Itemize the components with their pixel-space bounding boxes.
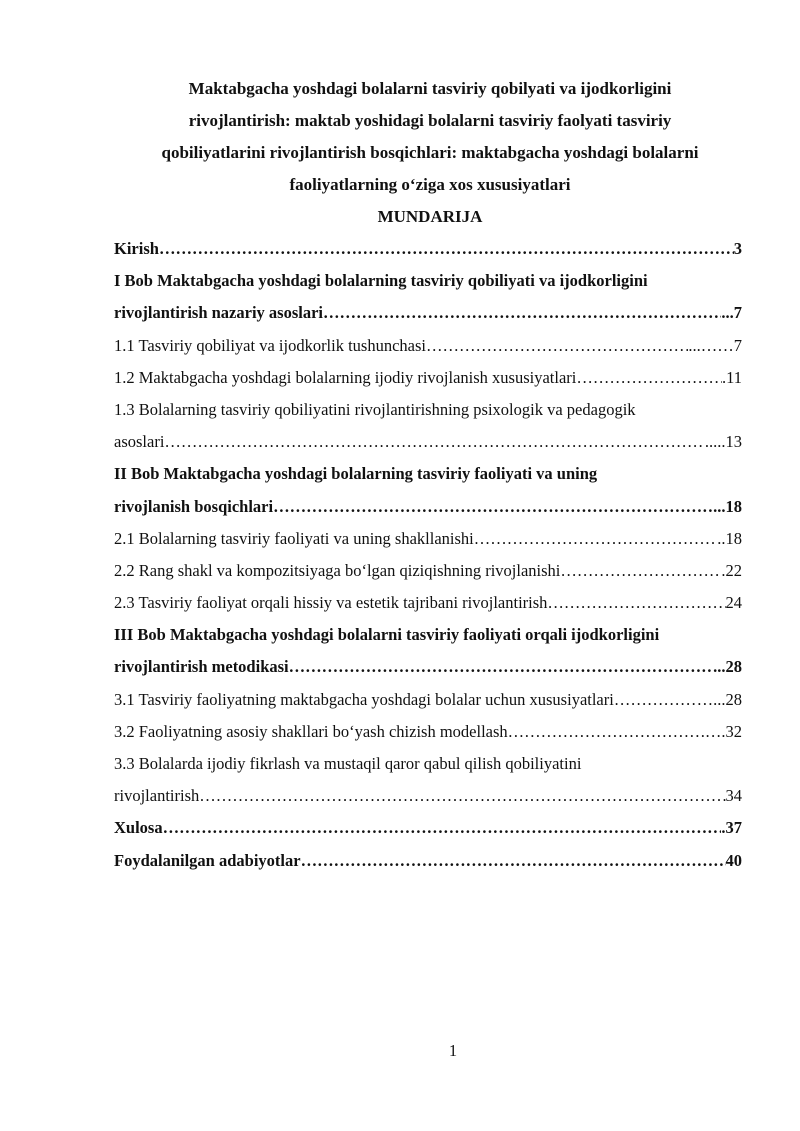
toc-leader-dots [159,233,734,265]
toc-entry-title: Xulosa [114,818,163,838]
toc-entry-introduction[interactable] [114,233,742,265]
toc-entry-title: II Bob Maktabgacha yoshdagi bolalarning tasviriy faoliyati va uning [114,464,598,484]
toc-entry-title: III Bob Maktabgacha yoshdagi bolalarni tasviriy faoliyati orqali ijodkorligini [114,625,660,645]
toc-entry-chapter-2[interactable] [114,458,742,490]
toc-entry-page: 34 [725,786,742,806]
toc-leader-dots [560,555,721,587]
toc-entry-chapter-1-cont[interactable] [114,297,742,329]
toc-entry-2-3[interactable] [114,587,742,619]
toc-leader-dots [163,812,722,844]
toc-entry-3-3-cont[interactable] [114,780,742,812]
toc-entry-page: .….32 [700,721,742,741]
title-line: qobiliyatlarini rivojlantirish bosqichlari: maktabgacha yoshdagi bolalarni [161,143,699,162]
toc-entry-page: ..18 [717,528,742,548]
title-line: faoliyatlarning o‘ziga xos xususiyatlari [289,175,571,194]
toc-entry-page: 3 [733,239,742,258]
contents-heading: MUNDARIJA [377,207,483,226]
toc-entry-title: 1.1 Tasviriy qobiliyat va ijodkorlik tushunchasi [114,335,427,355]
toc-entry-2-2[interactable] [114,555,742,587]
toc-entry-1-1[interactable] [114,330,742,362]
toc-entry-3-1[interactable] [114,684,742,716]
toc-entry-title: Kirish [114,239,159,258]
toc-entry-chapter-1[interactable] [114,265,742,297]
toc-entry-page: …...28 [696,689,742,709]
document-title [110,73,750,201]
toc-entry-3-2[interactable] [114,716,742,748]
toc-entry-title: rivojlantirish [114,786,200,806]
toc-entry-1-3[interactable] [114,394,742,426]
toc-entry-references[interactable] [114,845,742,877]
toc-leader-dots [576,362,722,394]
toc-leader-dots [474,523,718,555]
toc-leader-dots [164,426,704,458]
title-line: rivojlantirish: maktab yoshidagi bolalarni tasviriy faolyati tasviriy [188,111,672,130]
page-number: 1 [448,1041,458,1060]
toc-entry-1-3-cont[interactable] [114,426,742,458]
toc-entry-title: rivojlantirish nazariy asoslari [114,303,323,323]
toc-entry-title: 2.1 Bolalarning tasviriy faoliyati va uning shakllanishi [114,528,474,548]
toc-entry-page: .22 [721,560,742,580]
title-line: Maktabgacha yoshdagi bolalarni tasviriy qobilyati va ijodkorligini [188,79,672,98]
toc-entry-page: 40 [725,850,742,870]
toc-leader-dots [323,297,721,329]
toc-entry-page: .11 [721,367,742,387]
toc-entry-title: 2.3 Tasviriy faoliyat orqali hissiy va estetik tajribani rivojlantirish [114,593,548,613]
toc-entry-chapter-2-cont[interactable] [114,491,742,523]
toc-entry-title: 1.2 Maktabgacha yoshdagi bolalarning ijodiy rivojlanish xususiyatlari [114,367,577,387]
toc-entry-title: asoslari [114,432,165,452]
toc-entry-1-2[interactable] [114,362,742,394]
toc-entry-title: 3.2 Faoliyatning asosiy shakllari bo‘yash chizish modellash [114,721,508,741]
toc-leader-dots [614,684,697,716]
toc-entry-title: 2.2 Rang shakl va kompozitsiyaga bo‘lgan qiziqishning rivojlanishi [114,560,561,580]
toc-entry-conclusion[interactable] [114,812,742,844]
table-of-contents [114,233,742,877]
toc-entry-title: rivojlanish bosqichlari [114,496,274,516]
toc-entry-chapter-3[interactable] [114,619,742,651]
toc-entry-title: 3.1 Tasviriy faoliyatning maktabgacha yoshdagi bolalar uchun xususiyatlari [114,689,614,709]
toc-entry-title: 1.3 Bolalarning tasviriy qobiliyatini rivojlantirishning psixologik va pedagogik [114,399,636,419]
toc-leader-dots [508,716,701,748]
toc-leader-dots [273,491,713,523]
toc-entry-page: ...28 [713,657,742,677]
toc-entry-page: 24 [725,593,742,613]
toc-leader-dots [426,330,688,362]
toc-entry-title: Foydalanilgan adabiyotlar [114,850,301,870]
toc-entry-2-1[interactable] [114,523,742,555]
toc-leader-dots [547,587,725,619]
toc-entry-page: .37 [721,818,742,838]
toc-entry-title: rivojlantirish metodikasi [114,657,289,677]
toc-leader-dots [199,780,725,812]
toc-entry-page: ...……7 [688,335,742,355]
toc-entry-title: 3.3 Bolalarda ijodiy fikrlash va mustaqil qaror qabul qilish qobiliyatini [114,754,582,773]
toc-leader-dots [301,845,726,877]
toc-entry-page: .....13 [704,432,742,452]
toc-leader-dots [289,651,713,683]
toc-entry-chapter-3-cont[interactable] [114,651,742,683]
toc-entry-3-3[interactable] [114,748,742,780]
toc-entry-page: ...18 [713,496,742,516]
toc-entry-page: ...7 [721,303,742,323]
toc-entry-title: I Bob Maktabgacha yoshdagi bolalarning tasviriy qobiliyati va ijodkorligini [114,271,648,291]
